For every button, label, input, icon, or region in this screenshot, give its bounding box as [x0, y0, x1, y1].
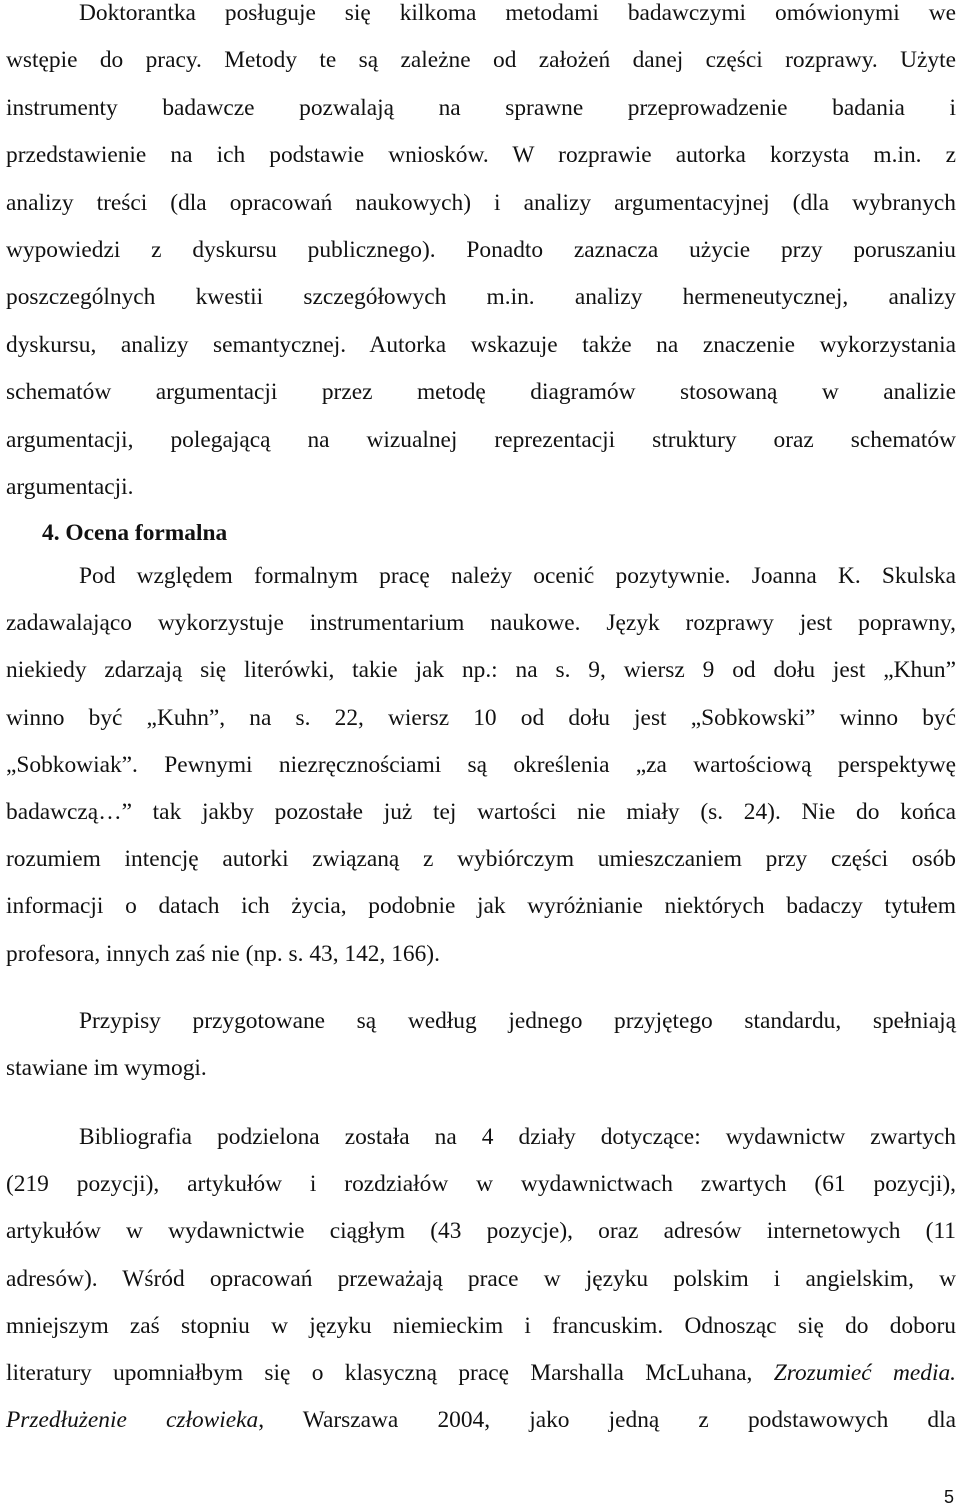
- text-line: zadawalająco wykorzystuje instrumentarium naukowe. Język rozprawy jest poprawny,: [6, 610, 956, 637]
- text-line: Bibliografia podzielona została na 4 działy dotyczące: wydawnictw zwartych: [79, 1124, 956, 1150]
- text-line: Przypisy przygotowane są według jednego przyjętego standardu, spełniają: [79, 1008, 956, 1034]
- paragraph-footnotes: [6, 998, 956, 1092]
- text-line: przedstawienie na ich podstawie wniosków. W rozprawie autorka korzysta m.in. z: [6, 142, 956, 169]
- page-number: 5: [943, 1487, 954, 1507]
- text-line: profesora, innych zaś nie (np. s. 43, 142, 166).: [6, 940, 440, 967]
- text-line: schematów argumentacji przez metodę diagramów stosowaną w analizie: [6, 379, 956, 406]
- paragraph-formal-assessment: [6, 553, 956, 978]
- text-line: artykułów w wydawnictwie ciągłym (43 pozycje), oraz adresów internetowych (11: [6, 1218, 956, 1245]
- text-line: poszczególnych kwestii szczegółowych m.in. analizy hermeneutycznej, analizy: [6, 284, 956, 311]
- text-line: badawczą…” tak jakby pozostałe już tej wartości nie miały (s. 24). Nie do końca: [6, 799, 956, 826]
- text-segment: , Warszawa 2004, jako jedną z podstawowych dla: [258, 1407, 956, 1434]
- text-line: Pod względem formalnym pracę należy ocenić pozytywnie. Joanna K. Skulska: [79, 563, 956, 589]
- text-line: [6, 1350, 956, 1397]
- text-line: adresów). Wśród opracowań przeważają prace w języku polskim i angielskim, w: [6, 1265, 956, 1292]
- book-title-part-1: Zrozumieć media.: [773, 1360, 956, 1387]
- text-line: Doktorantka posługuje się kilkoma metodami badawczymi omówionymi we: [79, 0, 956, 26]
- text-line: mniejszym zaś stopniu w języku niemieckim i francuskim. Odnosząc się do doboru: [6, 1312, 956, 1339]
- text-line: stawiane im wymogi.: [6, 1055, 207, 1082]
- text-line: instrumenty badawcze pozwalają na sprawne przeprowadzenie badania i: [6, 94, 956, 121]
- text-line: „Sobkowiak”. Pewnymi niezręcznościami są określenia „za wartościową perspektywę: [6, 751, 956, 778]
- text-line: informacji o datach ich życia, podobnie jak wyróżnianie niektórych badaczy tytułem: [6, 893, 956, 920]
- text-line: rozumiem intencję autorki związaną z wybiórczym umieszczaniem przy części osób: [6, 846, 956, 873]
- paragraph-methods: [6, 0, 956, 511]
- text-line: argumentacji.: [6, 474, 134, 501]
- text-line: analizy treści (dla opracowań naukowych) i analizy argumentacyjnej (dla wybranych: [6, 189, 956, 216]
- text-line: wypowiedzi z dyskursu publicznego). Ponadto zaznacza użycie przy poruszaniu: [6, 237, 956, 264]
- text-line: niekiedy zdarzają się literówki, takie jak np.: na s. 9, wiersz 9 od dołu jest „Khun”: [6, 657, 956, 684]
- text-line: winno być „Kuhn”, na s. 22, wiersz 10 od dołu jest „Sobkowski” winno być: [6, 704, 956, 731]
- text-line: (219 pozycji), artykułów i rozdziałów w wydawnictwach zwartych (61 pozycji),: [6, 1171, 956, 1198]
- book-title-part-2: Przedłużenie człowieka: [6, 1407, 259, 1434]
- text-line: dyskursu, analizy semantycznej. Autorka wskazuje także na znaczenie wykorzystania: [6, 331, 956, 358]
- text-segment: literatury upomniałbym się o klasyczną pracę Marshalla McLuhana,: [6, 1360, 753, 1387]
- text-line: [6, 1397, 956, 1444]
- section-heading: 4. Ocena formalna: [42, 520, 228, 546]
- text-line: wstępie do pracy. Metody te są zależne od założeń danej części rozprawy. Użyte: [6, 47, 956, 74]
- text-line: argumentacji, polegającą na wizualnej reprezentacji struktury oraz schematów: [6, 426, 956, 453]
- paragraph-bibliography: [6, 1114, 956, 1444]
